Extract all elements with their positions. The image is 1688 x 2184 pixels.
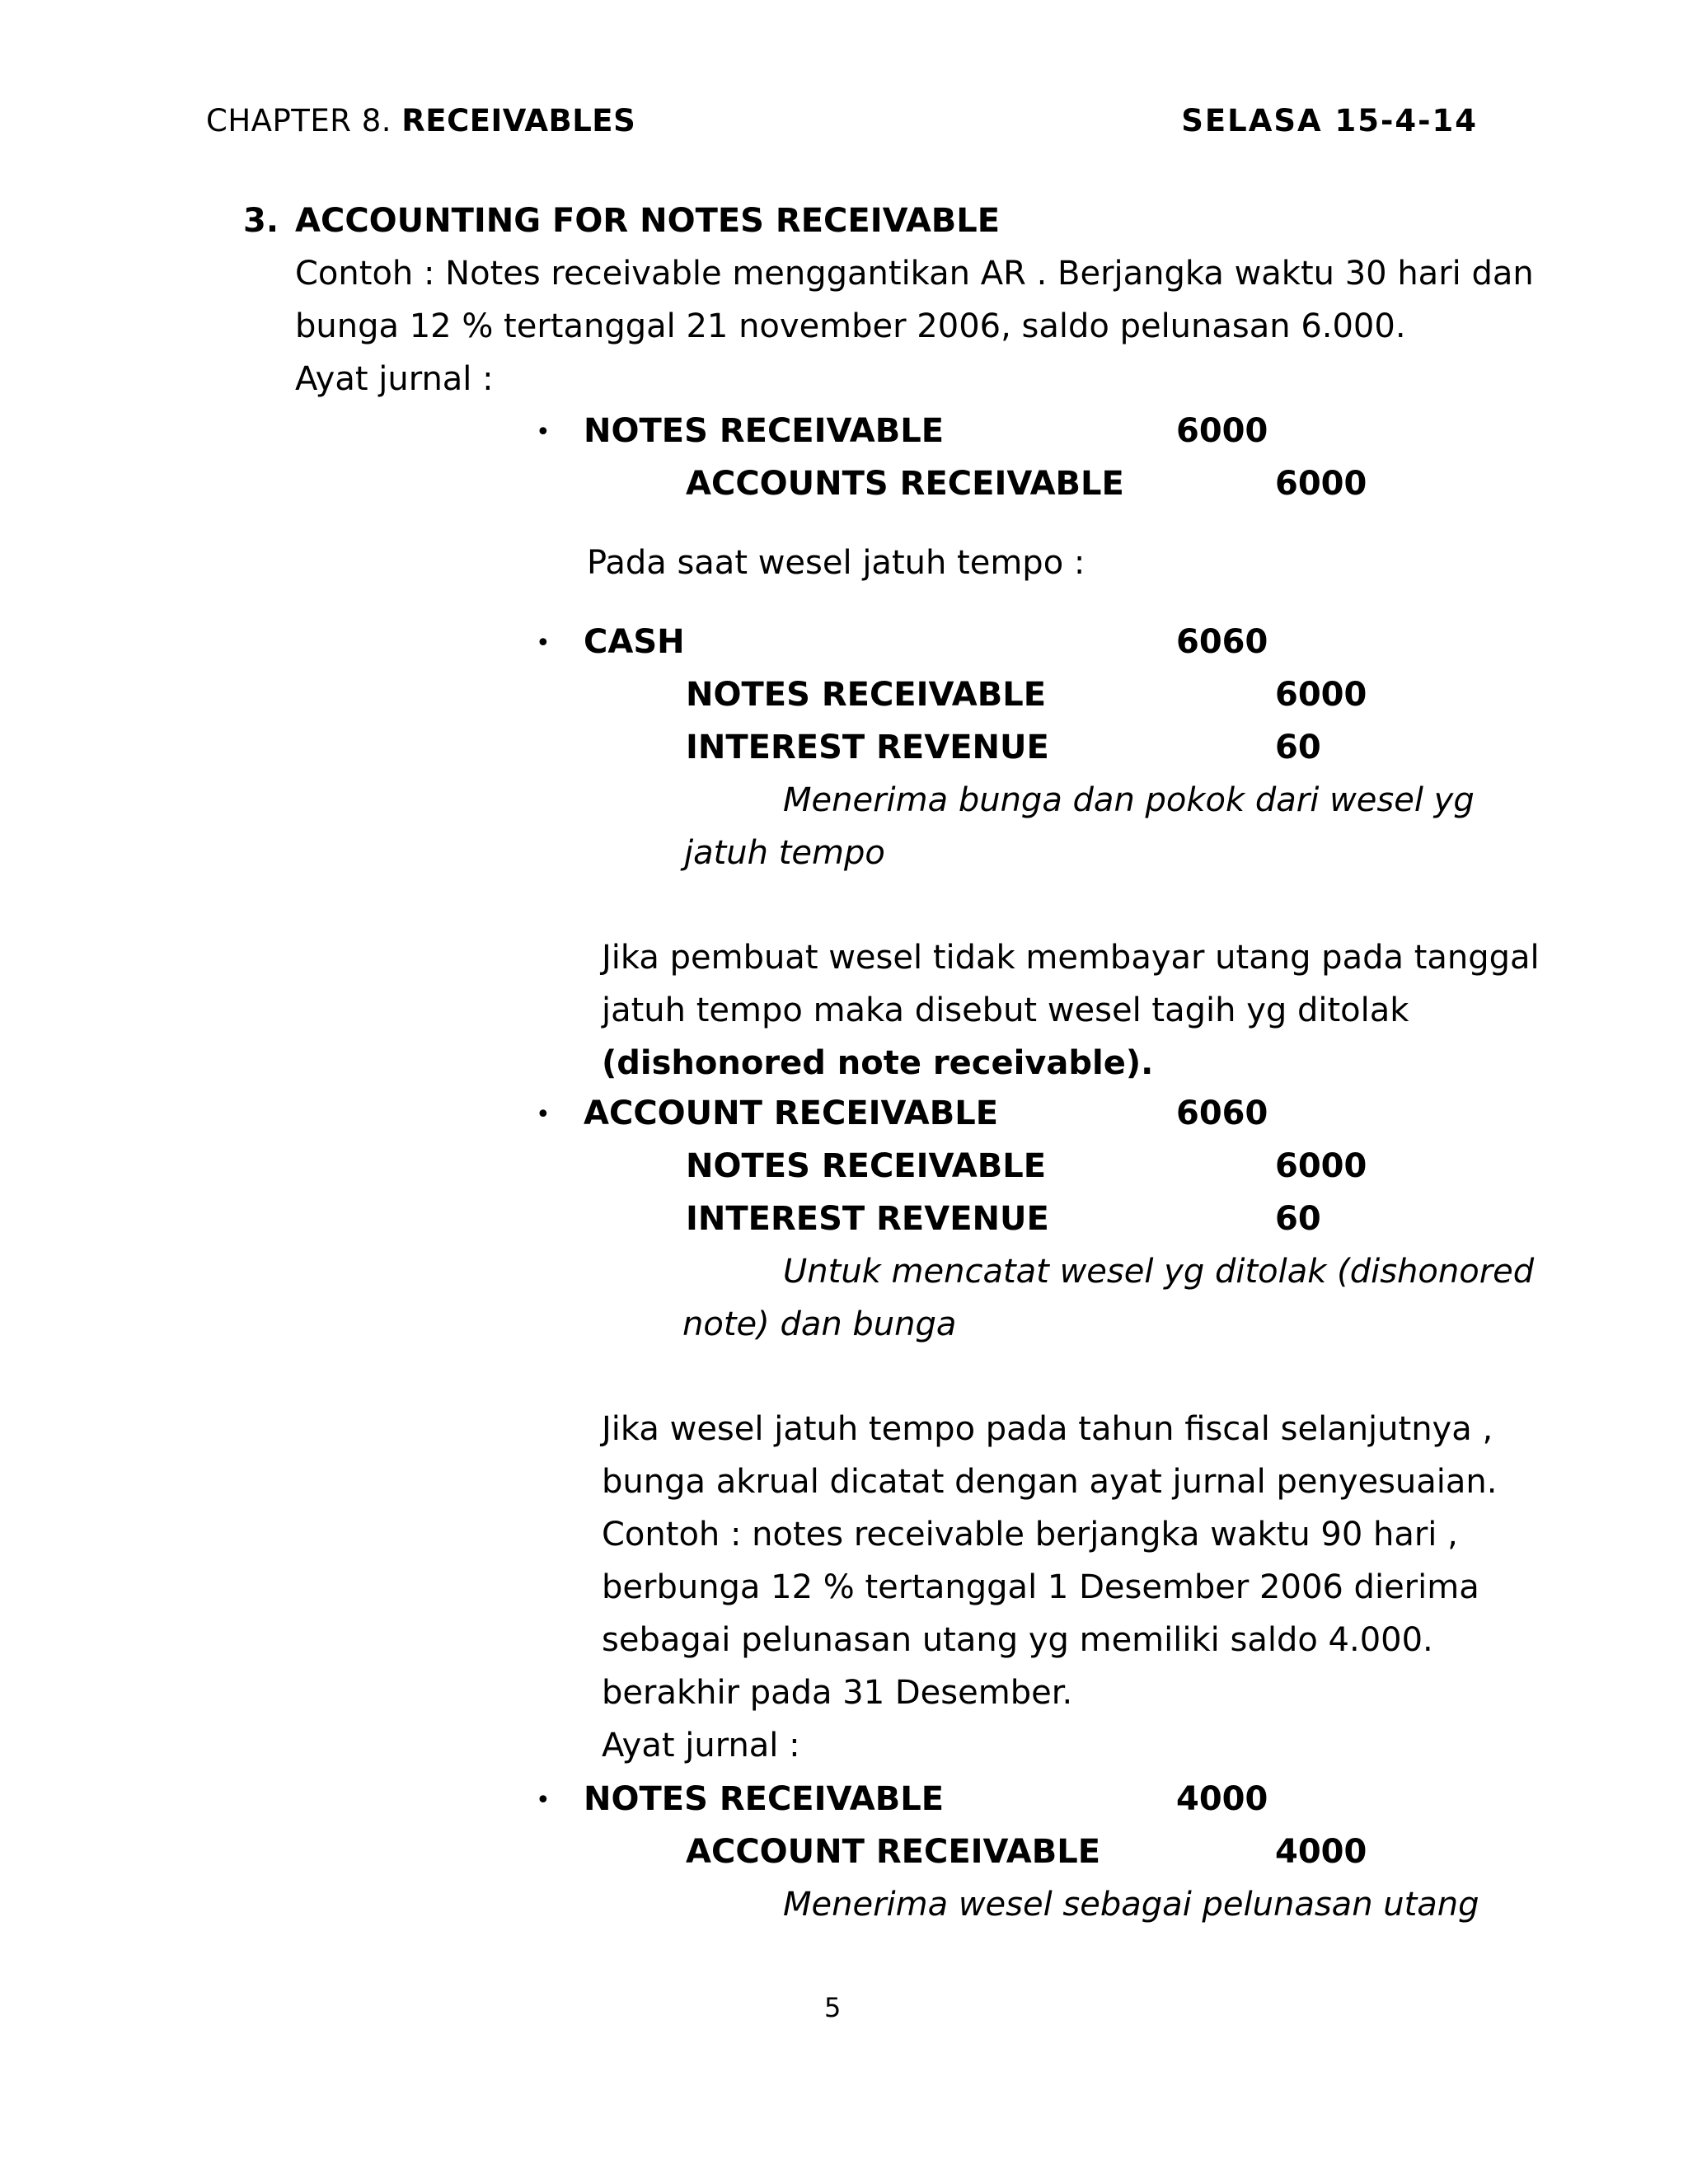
fiscal-line-7: Ayat jurnal :: [602, 1727, 800, 1765]
entry3-memo-line-1: Untuk mencatat wesel yg ditolak (dishonored: [783, 1253, 1535, 1291]
entry1-debit-account: NOTES RECEIVABLE: [584, 412, 945, 450]
bullet-icon: •: [536, 629, 551, 658]
entry3-debit-account: ACCOUNT RECEIVABLE: [584, 1094, 999, 1132]
entry2-credit2-amount: 60: [1275, 729, 1321, 766]
bullet-icon: •: [536, 418, 551, 447]
section-title: ACCOUNTING FOR NOTES RECEIVABLE: [295, 202, 1001, 240]
fiscal-line-2: bunga akrual dicatat dengan ayat jurnal penyesuaian.: [602, 1463, 1498, 1501]
section-number: 3.: [243, 202, 279, 240]
entry3-credit2-account: INTEREST REVENUE: [686, 1200, 1049, 1238]
entry2-debit-account: CASH: [584, 623, 685, 661]
entry4-credit-amount: 4000: [1275, 1833, 1367, 1871]
entry3-credit1-account: NOTES RECEIVABLE: [686, 1147, 1047, 1185]
entry3-memo-line-2: note) dan bunga: [682, 1305, 957, 1343]
fiscal-line-6: berakhir pada 31 Desember.: [602, 1674, 1073, 1712]
entry4-memo: Menerima wesel sebagai pelunasan utang: [783, 1886, 1479, 1924]
maturity-note: Pada saat wesel jatuh tempo :: [587, 544, 1085, 582]
intro-line-2: bunga 12 % tertanggal 21 november 2006, saldo pelunasan 6.000.: [295, 307, 1406, 345]
intro-line-1: Contoh : Notes receivable menggantikan AR . Berjangka waktu 30 hari dan: [295, 255, 1534, 293]
dishonor-line-1: Jika pembuat wesel tidak membayar utang pada tanggal: [602, 939, 1540, 977]
entry3-credit1-amount: 6000: [1275, 1147, 1367, 1185]
header-date: SELASA 15-4-14: [1181, 103, 1478, 138]
entry1-credit-amount: 6000: [1275, 465, 1367, 503]
entry3-debit-amount: 6060: [1176, 1094, 1268, 1132]
entry2-memo-line-2: jatuh tempo: [684, 834, 885, 872]
fiscal-line-1: Jika wesel jatuh tempo pada tahun fiscal selanjutnya ,: [602, 1410, 1493, 1448]
page-number: 5: [824, 1992, 842, 2023]
entry4-debit-account: NOTES RECEIVABLE: [584, 1780, 945, 1818]
bullet-icon: •: [536, 1786, 551, 1815]
intro-line-3: Ayat jurnal :: [295, 360, 494, 398]
fiscal-line-4: berbunga 12 % tertanggal 1 Desember 2006 dierima: [602, 1568, 1479, 1606]
dishonor-line-3: (dishonored note receivable).: [602, 1044, 1154, 1082]
entry3-credit2-amount: 60: [1275, 1200, 1321, 1238]
entry4-debit-amount: 4000: [1176, 1780, 1268, 1818]
entry1-credit-account: ACCOUNTS RECEIVABLE: [686, 465, 1124, 503]
entry2-credit1-amount: 6000: [1275, 676, 1367, 714]
dishonor-line-2: jatuh tempo maka disebut wesel tagih yg ditolak: [602, 991, 1409, 1029]
entry4-credit-account: ACCOUNT RECEIVABLE: [686, 1833, 1101, 1871]
entry2-debit-amount: 6060: [1176, 623, 1268, 661]
entry2-credit2-account: INTEREST REVENUE: [686, 729, 1049, 766]
chapter-header: [206, 105, 635, 136]
fiscal-line-5: sebagai pelunasan utang yg memiliki saldo 4.000.: [602, 1621, 1433, 1659]
fiscal-line-3: Contoh : notes receivable berjangka waktu 90 hari ,: [602, 1516, 1458, 1554]
chapter-prefix: CHAPTER 8.: [206, 103, 392, 138]
entry2-credit1-account: NOTES RECEIVABLE: [686, 676, 1047, 714]
chapter-title: RECEIVABLES: [401, 103, 636, 138]
bullet-icon: •: [536, 1100, 551, 1129]
entry1-debit-amount: 6000: [1176, 412, 1268, 450]
entry2-memo-line-1: Menerima bunga dan pokok dari wesel yg: [783, 781, 1475, 819]
